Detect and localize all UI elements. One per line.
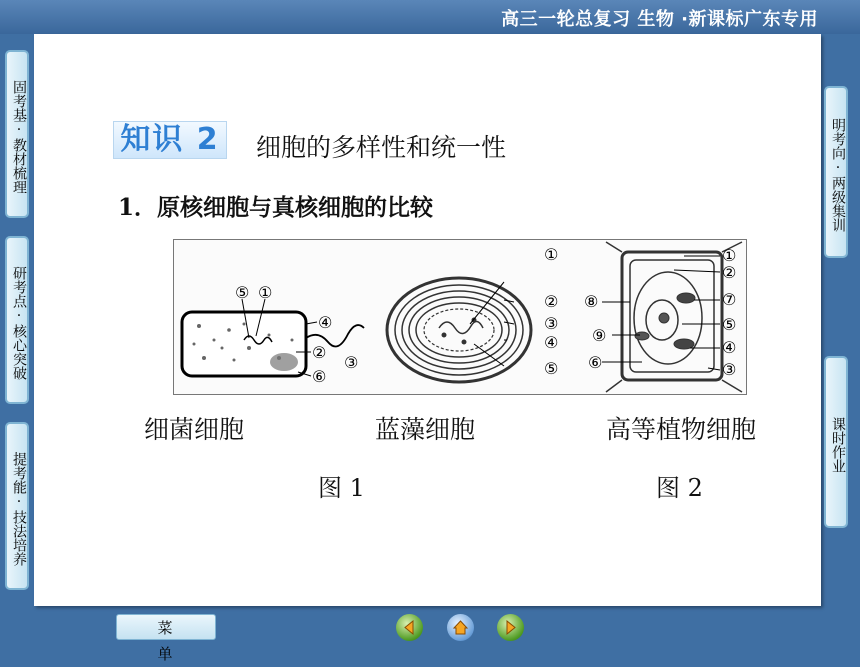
section-title: 细胞的多样性和统一性 xyxy=(256,133,507,162)
plant-label-6: ⑥ xyxy=(588,353,603,372)
previous-icon[interactable] xyxy=(396,614,423,641)
tab-basics-textbook-label: 固考基·教材梳理 xyxy=(11,79,27,194)
cyanobacteria-diagram xyxy=(387,278,531,382)
cyano-label-4: ④ xyxy=(544,333,559,352)
figure-1-label: 图 1 xyxy=(318,474,365,502)
plant-label-8: ⑧ xyxy=(584,292,599,311)
next-icon[interactable] xyxy=(497,614,524,641)
plant-label-2: ② xyxy=(722,263,737,282)
tab-core-breakthrough[interactable] xyxy=(5,236,29,404)
tab-homework[interactable] xyxy=(824,356,848,528)
tab-two-level-practice-label: 明考向·两级集训 xyxy=(830,117,846,232)
cyano-label-2: ② xyxy=(544,292,559,311)
plant-label-3: ③ xyxy=(722,360,737,379)
plant-label-9: ⑨ xyxy=(592,326,607,345)
bacteria-label-6: ⑥ xyxy=(312,367,327,386)
tab-skill-training-label: 提考能·技法培养 xyxy=(11,451,27,566)
tab-basics-textbook[interactable] xyxy=(5,50,29,218)
course-title: 高三一轮总复习 生物 ·新课标广东专用 xyxy=(501,9,818,30)
comparison-heading: 1．原核细胞与真核细胞的比较 xyxy=(118,194,434,221)
tab-two-level-practice[interactable] xyxy=(824,86,848,258)
cyano-label-1: ① xyxy=(544,245,559,264)
bacteria-label-2: ② xyxy=(312,343,327,362)
top-bar xyxy=(0,0,860,34)
home-icon[interactable] xyxy=(447,614,474,641)
bacteria-label-4: ④ xyxy=(318,313,333,332)
section-badge: 知识 2 xyxy=(113,121,227,159)
cyano-label-3: ③ xyxy=(544,314,559,333)
plant-label-4: ④ xyxy=(722,338,737,357)
cyano-label-5: ⑤ xyxy=(544,359,559,378)
tab-skill-training[interactable] xyxy=(5,422,29,590)
cell-diagrams xyxy=(174,240,746,394)
cell-comparison-figure xyxy=(173,239,747,395)
plant-label-5: ⑤ xyxy=(722,315,737,334)
plant-label-7: ⑦ xyxy=(722,290,737,309)
figure-2-label: 图 2 xyxy=(656,474,703,502)
bacteria-diagram xyxy=(182,283,364,386)
caption-plant-cell: 高等植物细胞 xyxy=(606,415,757,444)
caption-cyanobacteria: 蓝藻细胞 xyxy=(375,415,476,444)
plant-label-1: ① xyxy=(722,246,737,265)
bacteria-label-5: ⑤ xyxy=(235,283,250,302)
menu-button[interactable]: 菜单 xyxy=(116,614,216,640)
bacteria-label-1: ① xyxy=(258,283,273,302)
bacteria-label-3: ③ xyxy=(344,353,359,372)
tab-homework-label: 课时作业 xyxy=(830,416,846,473)
caption-bacteria: 细菌细胞 xyxy=(144,415,245,444)
tab-core-breakthrough-label: 研考点·核心突破 xyxy=(11,265,27,380)
